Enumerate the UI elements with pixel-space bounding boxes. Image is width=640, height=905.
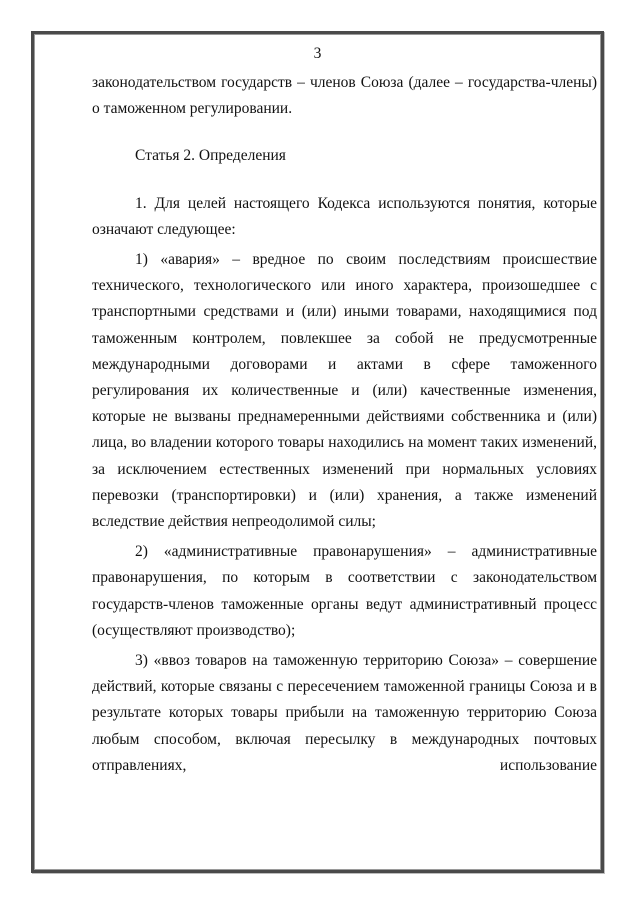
document-body — [92, 70, 597, 779]
definition-paragraph-2: 2) «административные правонарушения» – административные правонарушения, по которым в соответствии с законодательством государств-членов таможенные органы ведут административный процесс (осуществляют производство); — [92, 543, 597, 639]
intro-paragraph: 1. Для целей настоящего Кодекса используются понятия, которые означают следующее: — [92, 194, 597, 238]
definition-paragraph-1: 1) «авария» – вредное по своим последствиям происшествие технического, технологического или иного характера, произошедшее с транспортными средствами и (или) иными товарами, находящимися под таможенным контролем, повлекшее за собой не предусмотренные международными договорами и актами в сфере таможенного регулирования их количественные и (или) качественные изменения, которые не вызваны преднамеренными действиями собственника и (или) лица, во владении которого товары находились на момент таких изменений, за исключением естественных изменений при нормальных условиях перевозки (транспортировки) и (или) хранения, а также изменений вследствие действия непреодолимой силы; — [92, 251, 597, 531]
document-page — [31, 31, 604, 873]
definition-paragraph-3: 3) «ввоз товаров на таможенную территорию Союза» – совершение действий, которые связаны с пересечением таможенной границы Союза и в результате которых товары прибыли на таможенную территорию Союза любым способом, включая пересылку в международных почтовых отправлениях, использование — [92, 652, 597, 774]
continuation-paragraph: законодательством государств – членов Союза (далее – государства-члены) о таможенном регулировании. — [92, 74, 597, 118]
article-heading: Статья 2. Определения — [135, 147, 286, 165]
page-number: 3 — [313, 45, 322, 62]
